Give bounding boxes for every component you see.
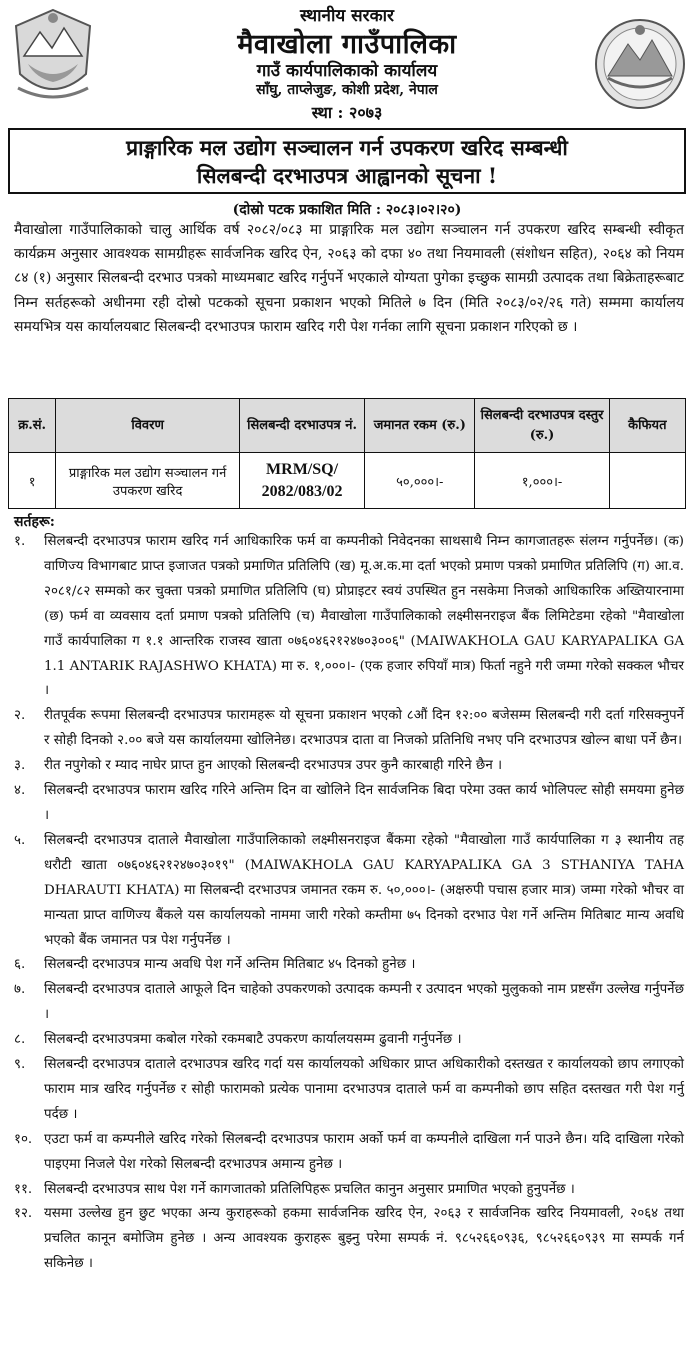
- condition-text: सिलबन्दी दरभाउपत्रमा कबोल गरेको रकमबाटै उपकरण कार्यालयसम्म ढुवानी गर्नुपर्नेछ ।: [44, 1032, 462, 1048]
- cell-remarks: [609, 453, 685, 509]
- condition-text: एउटा फर्म वा कम्पनीले खरिद गरेको सिलबन्दी दरभाउपत्र फाराम अर्को फर्म वा कम्पनीले दाखिला गर्न पाउने छैन। यदि दाखिला गरेको पाइएमा निजले पेश गरेको सिलबन्दी दरभाउपत्र अमान्य हुनेछ ।: [44, 1131, 684, 1172]
- condition-text: रीत नपुगेको र म्याद नाघेर प्राप्त हुन आएको सिलबन्दी दरभाउपत्र उपर कुनै कारबाही गरिने छैन ।: [44, 758, 503, 774]
- condition-number: ९.: [14, 1057, 26, 1073]
- condition-number: १.: [14, 534, 26, 549]
- condition-text: सिलबन्दी दरभाउपत्र मान्य अवधि पेश गर्ने अन्तिम मितिबाट ४५ दिनको हुनेछ ।: [44, 957, 416, 973]
- list-item: [14, 530, 684, 704]
- condition-text: यसमा उल्लेख हुन छुट भएका अन्य कुराहरूको हकमा सार्वजनिक खरिद ऐन, २०६३ र सार्वजनिक खरिद नियमावली, २०६४ तथा प्रचलित कानून बमोजिम हुनेछ । अन्य आवश्यक कुराहरू बुझ्नु परेमा सम्पर्क नं. ९८५२६६०९३६, ९८५२६६०९३९ मा सम्पर्क गर्न सकिनेछ ।: [44, 1206, 684, 1272]
- header-deposit: जमानत रकम (रु.): [365, 399, 475, 453]
- list-item: [14, 1028, 684, 1053]
- condition-number: ३.: [14, 758, 26, 774]
- condition-text: सिलबन्दी दरभाउपत्र फाराम खरिद गरिने अन्तिम दिन वा खोलिने दिन सार्वजनिक बिदा परेमा उक्त कार्य भोलिपल्ट सोही समयमा हुनेछ ।: [44, 783, 684, 823]
- header-bid-number: सिलबन्दी दरभाउपत्र नं.: [239, 399, 364, 453]
- list-item: [14, 779, 684, 829]
- list-item: [14, 704, 684, 754]
- list-item: [14, 953, 684, 978]
- notice-title-line2: सिलबन्दी दरभाउपत्र आह्वानको सूचना !: [196, 163, 498, 188]
- list-item: [14, 754, 684, 779]
- list-item: [14, 1128, 684, 1178]
- condition-number: ११.: [14, 1181, 33, 1197]
- cell-bid-number: MRM/SQ/ 2082/083/02: [239, 453, 364, 509]
- publication-date: (दोस्रो पटक प्रकाशित मिति : २०८३।०२।२०): [232, 202, 462, 218]
- conditions-heading: सर्तहरू:: [14, 514, 55, 530]
- condition-number: ५.: [14, 832, 26, 848]
- table-row: [9, 453, 686, 509]
- municipality-name: मैवाखोला गाउँपालिका: [237, 29, 457, 60]
- office-address: साँघु, ताप्लेजुङ, कोशी प्रदेश, नेपाल: [256, 82, 438, 98]
- list-item: [14, 829, 684, 954]
- conditions-list: [14, 530, 684, 1277]
- condition-number: ८.: [14, 1032, 26, 1048]
- header-description: विवरण: [56, 399, 240, 453]
- established-year: स्था : २०७३: [311, 103, 383, 122]
- cell-deposit: ५०,०००।-: [365, 453, 475, 509]
- condition-number: ६.: [14, 957, 26, 973]
- condition-text: सिलबन्दी दरभाउपत्र दाताले दरभाउपत्र खरिद गर्दा यस कार्यालयको अधिकार प्राप्त अधिकारीको दस्तखत र कार्यालयको छाप लगाएको फाराम मात्र खरिद गर्नुपर्नेछ र सोही फारामको प्रत्येक पानामा दरभाउपत्र दाताले फर्म वा कम्पनीको छाप सहित दस्तखत गरी पेश गर्नु पर्दछ ।: [44, 1057, 684, 1122]
- condition-text: सिलबन्दी दरभाउपत्र साथ पेश गर्ने कागजातको प्रतिलिपिहरू प्रचलित कानुन अनुसार प्रमाणित भएको हुनुपर्नेछ ।: [44, 1181, 575, 1197]
- municipality-logo-icon: [594, 14, 686, 114]
- condition-text: सिलबन्दी दरभाउपत्र दाताले आफूले दिन चाहेको उपकरणको उत्पादक कम्पनी र उत्पादन भएको मुलुकको नाम प्रष्टसँग उल्लेख गर्नुपर्नेछ ।: [44, 982, 684, 1023]
- header-remarks: कैफियत: [609, 399, 685, 453]
- condition-text: सिलबन्दी दरभाउपत्र दाताले मैवाखोला गाउँपालिकाको लक्ष्मीसनराइज बैंकमा रहेको "मैवाखोला गाउँ कार्यपालिका ग ३ स्थानीय तह धरौटी खाता ०७६०४६२१२४७०३०१९" (MAIWAKHOLA GAU KARYAPALIKA GA 3 STHANIYA TAHA DHARAUTI KHATA) मा सिलबन्दी दरभाउपत्र जमानत रकम रु. ५०,०००।- (अक्षरुपी पचास हजार मात्र) जम्मा गरेको भौचर वा मान्यता प्राप्त वाणिज्य बैंकले यस कार्यालयको नाममा जारी गरेको कम्तीमा ७५ दिनको दरभाउ पेश गर्ने अन्तिम मितिबाट मान्य अवधि भएको बैंक जमानत पत्र पेश गर्नुपर्नेछ ।: [44, 832, 684, 948]
- cell-serial: १: [9, 453, 56, 509]
- table-header-row: [9, 399, 686, 453]
- condition-number: १२.: [14, 1206, 33, 1222]
- condition-number: २.: [14, 708, 26, 724]
- cell-fee: १,०००।-: [475, 453, 609, 509]
- office-name: गाउँ कार्यपालिकाको कार्यालय: [256, 61, 438, 81]
- list-item: [14, 1202, 684, 1277]
- condition-text: रीतपूर्वक रूपमा सिलबन्दी दरभाउपत्र फारामहरू यो सूचना प्रकाशन भएको ८औं दिन १२:०० बजेसम्म सिलबन्दी गरी दर्ता गरिसक्नुपर्ने र सोही दिनको २.०० बजे यस कार्यालयमा खोलिनेछ। दरभाउपत्र दाता वा निजको प्रतिनिधि नभए पनि दरभाउपत्र खोल्न बाधा पर्ने छैन।: [44, 708, 684, 749]
- condition-number: ७.: [14, 982, 26, 998]
- bid-table: [8, 398, 686, 509]
- letterhead: [0, 0, 694, 125]
- list-item: [14, 1178, 684, 1203]
- list-item: [14, 1053, 684, 1128]
- header-line-local-government: स्थानीय सरकार: [299, 6, 394, 26]
- condition-number: १०.: [14, 1131, 33, 1147]
- notice-title-line1: प्राङ्गारिक मल उद्योग सञ्चालन गर्न उपकरण खरिद सम्बन्धी: [126, 135, 568, 160]
- notice-title-box: [8, 128, 686, 194]
- condition-text: सिलबन्दी दरभाउपत्र फाराम खरिद गर्न आधिकारिक फर्म वा कम्पनीको निवेदनका साथसाथै निम्न कागजातहरू संलग्न गर्नुपर्नेछ। (क) वाणिज्य विभागबाट प्राप्त इजाजत पत्रको प्रमाणित प्रतिलिपि (ख) मू.अ.क.मा दर्ता भएको प्रमाण पत्रको प्रमाणित प्रतिलिपि (ग) आ.व. २०८१/८२ सम्मको कर चुक्ता पत्रको प्रमाणित प्रतिलिपि (घ) प्रोप्राइटर स्वयं उपस्थित हुन नसकेमा निजको आधिकारिक अख्तियारनामा (छ) फर्म वा व्यवसाय दर्ता प्रमाण पत्रको प्रतिलिपि (च) मैवाखोला गाउँपालिकाको लक्ष्मीसनराइज बैंक लिमिटेडमा रहेको "मैवाखोला गाउँ कार्यपालिका ग १.१ आन्तरिक राजस्व खाता ०७६०४६२१२४७०३००६" (MAIWAKHOLA GAU KARYAPALIKA GA 1.1 ANTARIK RAJASHWO KHATA) मा रु. १,०००।- (एक हजार रुपियाँ मात्र) फिर्ता नहुने गरी जम्मा गरेको सक्कल भौचर ।: [44, 534, 684, 699]
- list-item: [14, 978, 684, 1028]
- condition-number: ४.: [14, 783, 26, 799]
- header-serial: क्र.सं.: [9, 399, 56, 453]
- intro-paragraph: मैवाखोला गाउँपालिकाको चालु आर्थिक वर्ष २०८२/०८३ मा प्राङ्गारिक मल उद्योग सञ्चालन गर्न उपकरण खरिद सम्बन्धी स्वीकृत कार्यक्रम अनुसार आवश्यक सामग्रीहरू सार्वजनिक खरिद ऐन, २०६३ को दफा ४० तथा नियमावली (संशोधन सहित), २०६४ को नियम ८४ (१) अनुसार सिलबन्दी दरभाउ पत्रको माध्यमबाट खरिद गर्नुपर्ने भएकाले योग्यता पुगेका इच्छुक सामग्री उत्पादक तथा बिक्रेताहरूबाट निम्न सर्तहरूको अधीनमा रही दोस्रो पटकको सूचना प्रकाशन भएको मितिले ७ दिन (मिति २०८३/०२/२६ गते) सम्ममा कार्यालय समयभित्र यस कार्यालयबाट सिलबन्दी दरभाउपत्र फाराम खरिद गरी पेश गर्नका लागि सूचना प्रकाशन गरिएको छ ।: [14, 222, 684, 335]
- cell-description: प्राङ्गारिक मल उद्योग सञ्चालन गर्न उपकरण खरिद: [56, 453, 240, 509]
- header-fee: सिलबन्दी दरभाउपत्र दस्तुर (रु.): [475, 399, 609, 453]
